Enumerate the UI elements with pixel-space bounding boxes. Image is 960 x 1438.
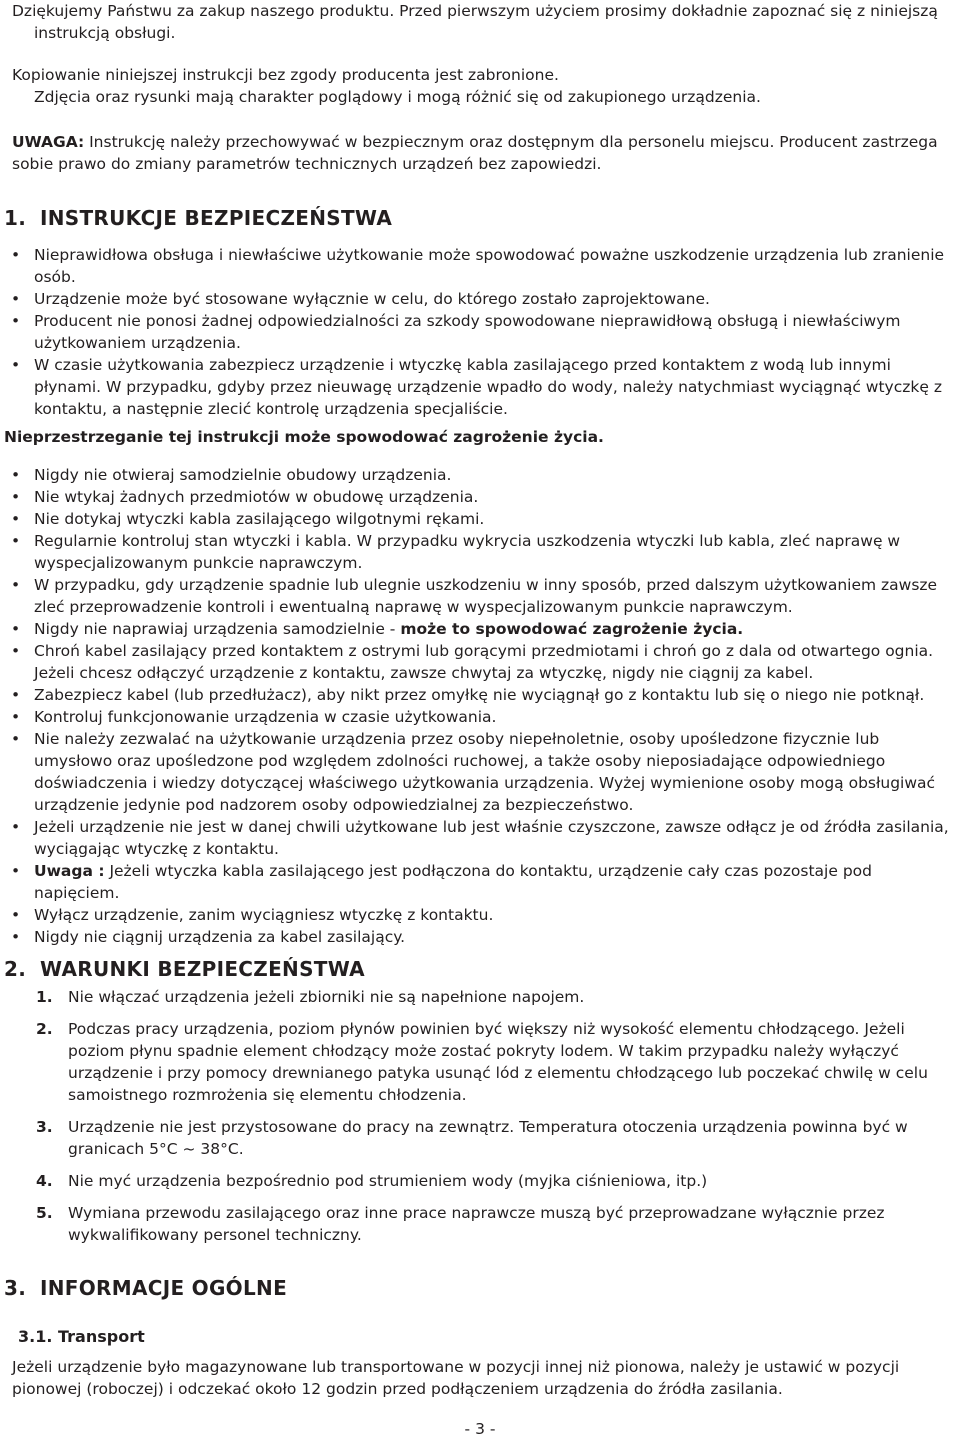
intro-thanks-line1: Dziękujemy Państwu za zakup naszego produktu. Przed pierwszym użyciem prosimy dokładnie zapoznać się z niniejszą (12, 2, 938, 20)
item-number: 5. (36, 1204, 53, 1222)
list-item: • Wyłącz urządzenie, zanim wyciągniesz wtyczkę z kontaktu. (0, 904, 955, 926)
intro-thanks-line2: instrukcją obsługi. (34, 24, 176, 42)
section-3-title: INFORMACJE OGÓLNE (40, 1276, 288, 1300)
list-item: • Nie dotykaj wtyczki kabla zasilającego wilgotnymi rękami. (0, 508, 955, 530)
section-3-heading (4, 1275, 287, 1301)
bullet-uwaga-text: Jeżeli wtyczka kabla zasilającego jest podłączona do kontaktu, urządzenie cały czas pozostaje pod napięciem. (34, 862, 872, 902)
intro-paragraph-thanks (12, 0, 952, 44)
intro-copyright-line: Kopiowanie niniejszej instrukcji bez zgody producenta jest zabronione. (12, 66, 559, 84)
item-number: 1. (36, 988, 53, 1006)
subsection-title: Transport (58, 1327, 145, 1346)
section-2-number: 2. (4, 957, 27, 981)
section-1-heading (4, 205, 392, 231)
list-item: • Nigdy nie otwieraj samodzielnie obudowy urządzenia. (0, 464, 955, 486)
list-item: • Zabezpiecz kabel (lub przedłużacz), aby nikt przez omyłkę nie wyciągnął go z kontaktu lub się o niego nie potknął. (0, 684, 955, 706)
list-item: • Producent nie ponosi żadnej odpowiedzialności za szkody spowodowane nieprawidłową obsługą i niewłaściwym użytkowaniem urządzenia. (0, 310, 955, 354)
section-1-number: 1. (4, 206, 27, 230)
section-2-title: WARUNKI BEZPIECZEŃSTWA (40, 957, 365, 981)
safety-bullet-list-b (0, 464, 955, 948)
list-item (0, 986, 955, 1008)
list-item (0, 1116, 955, 1160)
list-item (0, 1018, 955, 1106)
item-number: 4. (36, 1172, 53, 1190)
list-item-uwaga (0, 860, 955, 904)
item-number: 3. (36, 1118, 53, 1136)
item-text: Podczas pracy urządzenia, poziom płynów powinien być większy niż wysokość elementu chłodzącego. Jeżeli poziom płynu spadnie element chłodzący może zostać pokryty lodem. W takim przypadku należy wyłączyć urządzenie i przy pomocy drewnianego patyka usunąć lód z elementu chłodzącego lub poczekać chwilę w celu samoistnego rozmrożenia się elementu chłodzenia. (68, 1020, 928, 1104)
section-1-title: INSTRUKCJE BEZPIECZEŃSTWA (40, 206, 393, 230)
item-text: Nie włączać urządzenia jeżeli zbiorniki nie są napełnione napojem. (68, 988, 585, 1006)
uwaga-label: UWAGA: (12, 133, 85, 151)
list-item: • W czasie użytkowania zabezpiecz urządzenie i wtyczkę kabla zasilającego przed kontaktem z wodą lub innymi płynami. W przypadku, gdyby przez nieuwagę urządzenie wpadło do wody, należy natychmiast wyciągnąć wtyczkę z kontaktu, a następnie zlecić kontrolę urządzenia specjaliście. (0, 354, 955, 420)
life-hazard-warning: Nieprzestrzeganie tej instrukcji może spowodować zagrożenie życia. (4, 428, 604, 446)
list-item: • W przypadku, gdy urządzenie spadnie lub ulegnie uszkodzeniu w inny sposób, przed dalszym użytkowaniem zawsze zleć przeprowadzenie kontroli i ewentualną naprawę w wyspecjalizowanym punkcie naprawczym. (0, 574, 955, 618)
subsection-number: 3.1. (18, 1327, 53, 1346)
page-number: - 3 - (464, 1420, 496, 1438)
list-item: • Nie wtykaj żadnych przedmiotów w obudowę urządzenia. (0, 486, 955, 508)
transport-paragraph: Jeżeli urządzenie było magazynowane lub transportowane w pozycji innej niż pionowa, należy je ustawić w pozycji pionowej (roboczej) i odczekać około 12 godzin przed podłączeniem urządzenia do źródła zasilania. (12, 1358, 900, 1398)
intro-images-line: Zdjęcia oraz rysunki mają charakter poglądowy i mogą różnić się od zakupionego urządzenia. (34, 88, 761, 106)
intro-uwaga-note (12, 131, 952, 175)
section-2-heading (4, 956, 365, 982)
list-item: • Jeżeli urządzenie nie jest w danej chwili użytkowane lub jest właśnie czyszczone, zawsze odłącz je od źródła zasilania, wyciągając wtyczkę z kontaktu. (0, 816, 955, 860)
list-item (0, 1170, 955, 1192)
list-item: • Nie należy zezwalać na użytkowanie urządzenia przez osoby niepełnoletnie, osoby upośledzone fizycznie lub umysłowo oraz upośledzone pod względem zdolności ruchowej, a także osoby nieposiadające odpowiedniego doświadczenia i wiedzy dotyczącej właściwego użytkowania urządzenia. Wyżej wymienione osoby mogą obsługiwać urządzenie jedynie pod nadzorem osoby odpowiedzialnej za bezpieczeństwo. (0, 728, 955, 816)
list-item: • Nieprawidłowa obsługa i niewłaściwe użytkowanie może spowodować poważne uszkodzenie urządzenia lub zranienie osób. (0, 244, 955, 288)
list-item: • Chroń kabel zasilający przed kontaktem z ostrymi lub gorącymi przedmiotami i chroń go z dala od otwartego ognia. Jeżeli chcesz odłączyć urządzenie z kontaktu, zawsze chwytaj za wtyczkę, nigdy nie ciągnij za kabel. (0, 640, 955, 684)
list-item (0, 1202, 955, 1246)
list-item: • Regularnie kontroluj stan wtyczki i kabla. W przypadku wykrycia uszkodzenia wtyczki lub kabla, zleć naprawę w wyspecjalizowanym punkcie naprawczym. (0, 530, 955, 574)
list-item-repair (0, 618, 955, 640)
repair-text: Nigdy nie naprawiaj urządzenia samodzielnie - (34, 620, 401, 638)
bullet-uwaga-label: Uwaga : (34, 862, 105, 880)
item-text: Urządzenie nie jest przystosowane do pracy na zewnątrz. Temperatura otoczenia urządzenia powinna być w granicach 5°C ~ 38°C. (68, 1118, 908, 1158)
item-text: Nie myć urządzenia bezpośrednio pod strumieniem wody (myjka ciśnieniowa, itp.) (68, 1172, 708, 1190)
uwaga-text: Instrukcję należy przechowywać w bezpiecznym oraz dostępnym dla personelu miejscu. Producent zastrzega sobie prawo do zmiany parametrów technicznych urządzeń bez zapowiedzi. (12, 133, 938, 173)
section-3-number: 3. (4, 1276, 27, 1300)
repair-bold-warning: może to spowodować zagrożenie życia. (400, 620, 744, 638)
subsection-transport-heading (18, 1326, 145, 1348)
item-text: Wymiana przewodu zasilającego oraz inne prace naprawcze muszą być przeprowadzane wyłącznie przez wykwalifikowany personel techniczny. (68, 1204, 885, 1244)
item-number: 2. (36, 1020, 53, 1038)
safety-bullet-list-a (0, 244, 955, 420)
list-item: • Urządzenie może być stosowane wyłącznie w celu, do którego zostało zaprojektowane. (0, 288, 955, 310)
list-item: • Nigdy nie ciągnij urządzenia za kabel zasilający. (0, 926, 955, 948)
intro-paragraph-copyright (12, 64, 952, 108)
safety-conditions-list (0, 986, 955, 1256)
list-item: • Kontroluj funkcjonowanie urządzenia w czasie użytkowania. (0, 706, 955, 728)
